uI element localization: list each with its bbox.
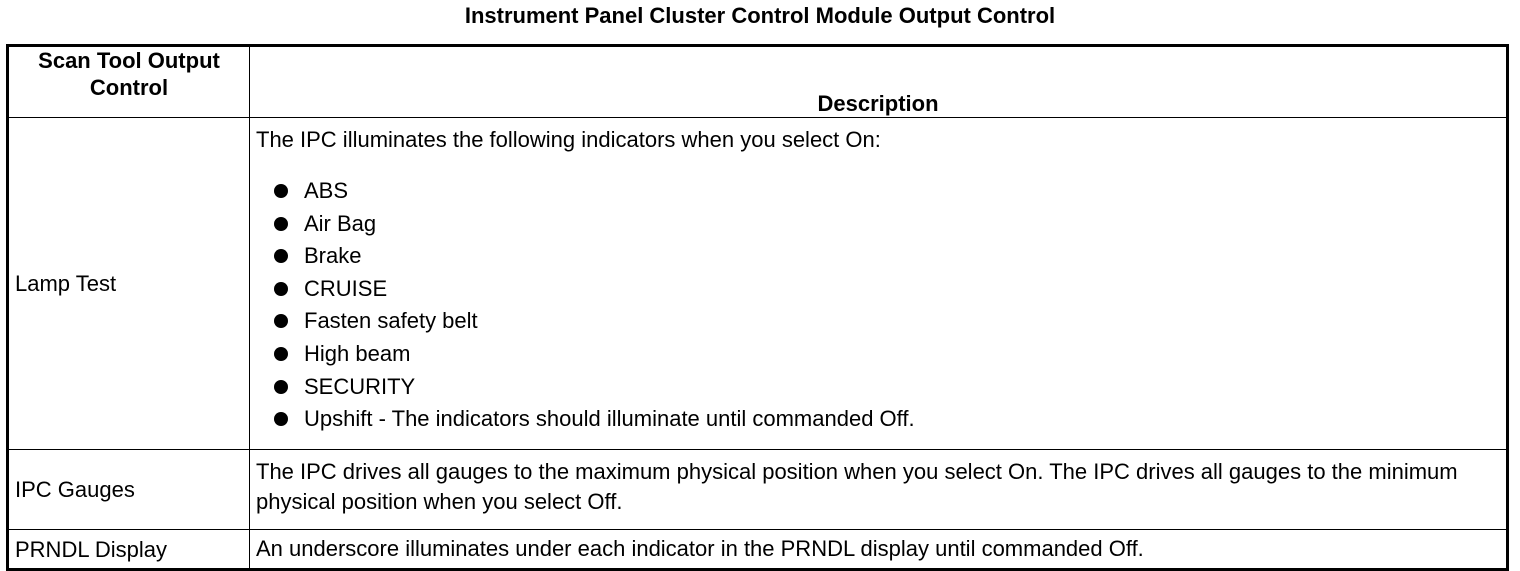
indicator-list — [256, 175, 1500, 436]
control-cell: IPC Gauges — [8, 450, 250, 530]
list-item — [256, 208, 1500, 241]
list-item-label: Upshift - The indicators should illuminate until commanded Off. — [304, 406, 915, 432]
list-item — [256, 338, 1500, 371]
list-item-label: ABS — [304, 178, 349, 203]
bullet-icon — [274, 249, 288, 263]
document-title: Instrument Panel Cluster Control Module Output Control — [464, 3, 1056, 28]
bullet-icon — [274, 314, 288, 328]
list-item — [256, 403, 1500, 436]
control-cell: PRNDL Display — [8, 530, 250, 570]
output-control-table — [6, 44, 1509, 571]
bullet-icon — [274, 380, 288, 394]
bullet-icon — [274, 282, 288, 296]
table-row-ipc-gauges — [8, 450, 1508, 530]
header-scan-tool-output-control: Scan Tool Output Control — [8, 46, 250, 118]
description-cell: An underscore illuminates under each indicator in the PRNDL display until commanded Off. — [250, 530, 1508, 570]
description-cell — [250, 118, 1508, 450]
bullet-icon — [274, 412, 288, 426]
bullet-icon — [274, 217, 288, 231]
table-row-lamp-test — [8, 118, 1508, 450]
list-item — [256, 305, 1500, 338]
list-item — [256, 371, 1500, 404]
bullet-icon — [274, 347, 288, 361]
list-item-label: SECURITY — [304, 373, 416, 399]
list-item-label: High beam — [304, 340, 411, 366]
control-cell: Lamp Test — [8, 118, 250, 450]
list-item — [256, 175, 1500, 208]
list-item-label: Fasten safety belt — [304, 308, 478, 334]
list-item — [256, 240, 1500, 273]
description-cell: The IPC drives all gauges to the maximum physical position when you select On. The IPC drives all gauges to the minimum physical position when you select Off. — [250, 450, 1508, 530]
list-item — [256, 273, 1500, 306]
header-description: Description — [250, 46, 1508, 118]
list-item-label: CRUISE — [304, 275, 388, 301]
list-item-label: Brake — [304, 243, 362, 269]
table-row-prndl-display — [8, 530, 1508, 570]
description-intro: The IPC illuminates the following indicators when you select On: — [256, 127, 881, 152]
header-row — [8, 46, 1508, 118]
list-item-label: Air Bag — [304, 210, 377, 236]
bullet-icon — [274, 184, 288, 198]
